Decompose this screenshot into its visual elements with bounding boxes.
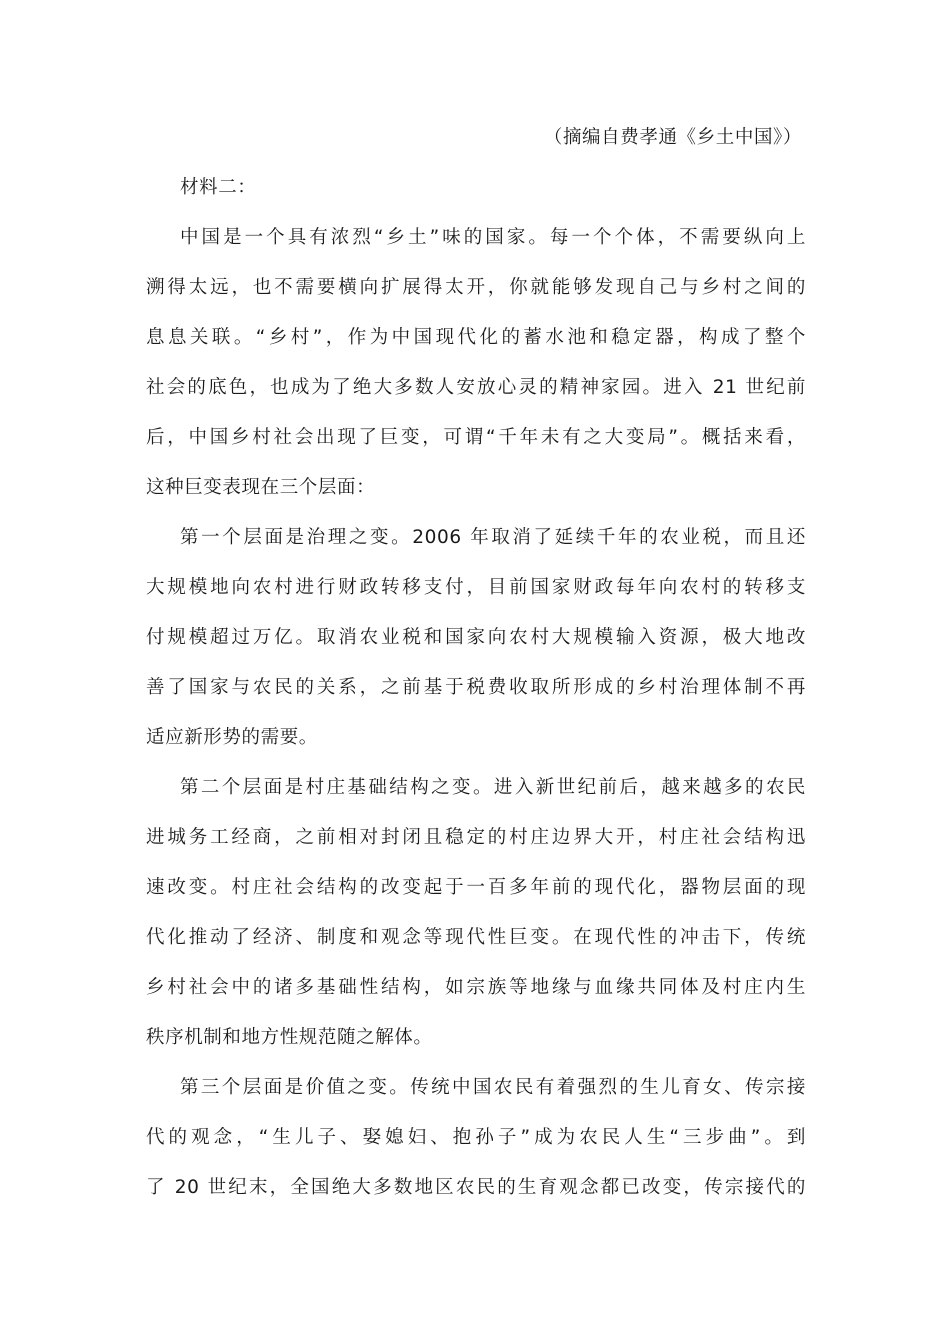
paragraph-line: 代化推动了经济、制度和观念等现代性巨变。在现代性的冲击下，传统	[146, 927, 806, 948]
paragraph-line: 后，中国乡村社会出现了巨变，可谓“千年未有之大变局”。概括来看，	[146, 427, 806, 448]
paragraph-line: 息息关联。“乡村”，作为中国现代化的蓄水池和稳定器，构成了整个	[146, 327, 806, 348]
paragraph-line: 大规模地向农村进行财政转移支付，目前国家财政每年向农村的转移支	[146, 577, 806, 598]
paragraph-line: 中国是一个具有浓烈“乡土”味的国家。每一个个体，不需要纵向上	[180, 227, 806, 248]
paragraph-line: 付规模超过万亿。取消农业税和国家向农村大规模输入资源，极大地改	[146, 627, 806, 648]
paragraph-line: 乡村社会中的诸多基础性结构，如宗族等地缘与血缘共同体及村庄内生	[146, 977, 806, 998]
paragraph-line: 社会的底色，也成为了绝大多数人安放心灵的精神家园。进入 21 世纪前	[146, 377, 806, 398]
paragraph-line: 这种巨变表现在三个层面：	[146, 477, 376, 498]
paragraph-line: 速改变。村庄社会结构的改变起于一百多年前的现代化，器物层面的现	[146, 877, 806, 898]
paragraph-line: 秩序机制和地方性规范随之解体。	[146, 1027, 433, 1048]
paragraph-line: 代的观念，“生儿子、娶媳妇、抱孙子”成为农民人生“三步曲”。到	[146, 1127, 806, 1148]
section-heading: 材料二：	[180, 177, 257, 198]
paragraph-line: 溯得太远，也不需要横向扩展得太开，你就能够发现自己与乡村之间的	[146, 277, 806, 298]
paragraph-line: 第一个层面是治理之变。2006 年取消了延续千年的农业税，而且还	[180, 527, 806, 548]
paragraph-line: 善了国家与农民的关系，之前基于税费收取所形成的乡村治理体制不再	[146, 677, 806, 698]
paragraph-line: 适应新形势的需要。	[146, 727, 318, 748]
paragraph-line: 了 20 世纪末，全国绝大多数地区农民的生育观念都已改变，传宗接代的	[146, 1177, 806, 1198]
source-citation: （摘编自费孝通《乡土中国》）	[543, 127, 802, 148]
paragraph-line: 第三个层面是价值之变。传统中国农民有着强烈的生儿育女、传宗接	[180, 1077, 806, 1098]
paragraph-line: 进城务工经商，之前相对封闭且稳定的村庄边界大开，村庄社会结构迅	[146, 827, 806, 848]
paragraph-line: 第二个层面是村庄基础结构之变。进入新世纪前后，越来越多的农民	[180, 777, 806, 798]
